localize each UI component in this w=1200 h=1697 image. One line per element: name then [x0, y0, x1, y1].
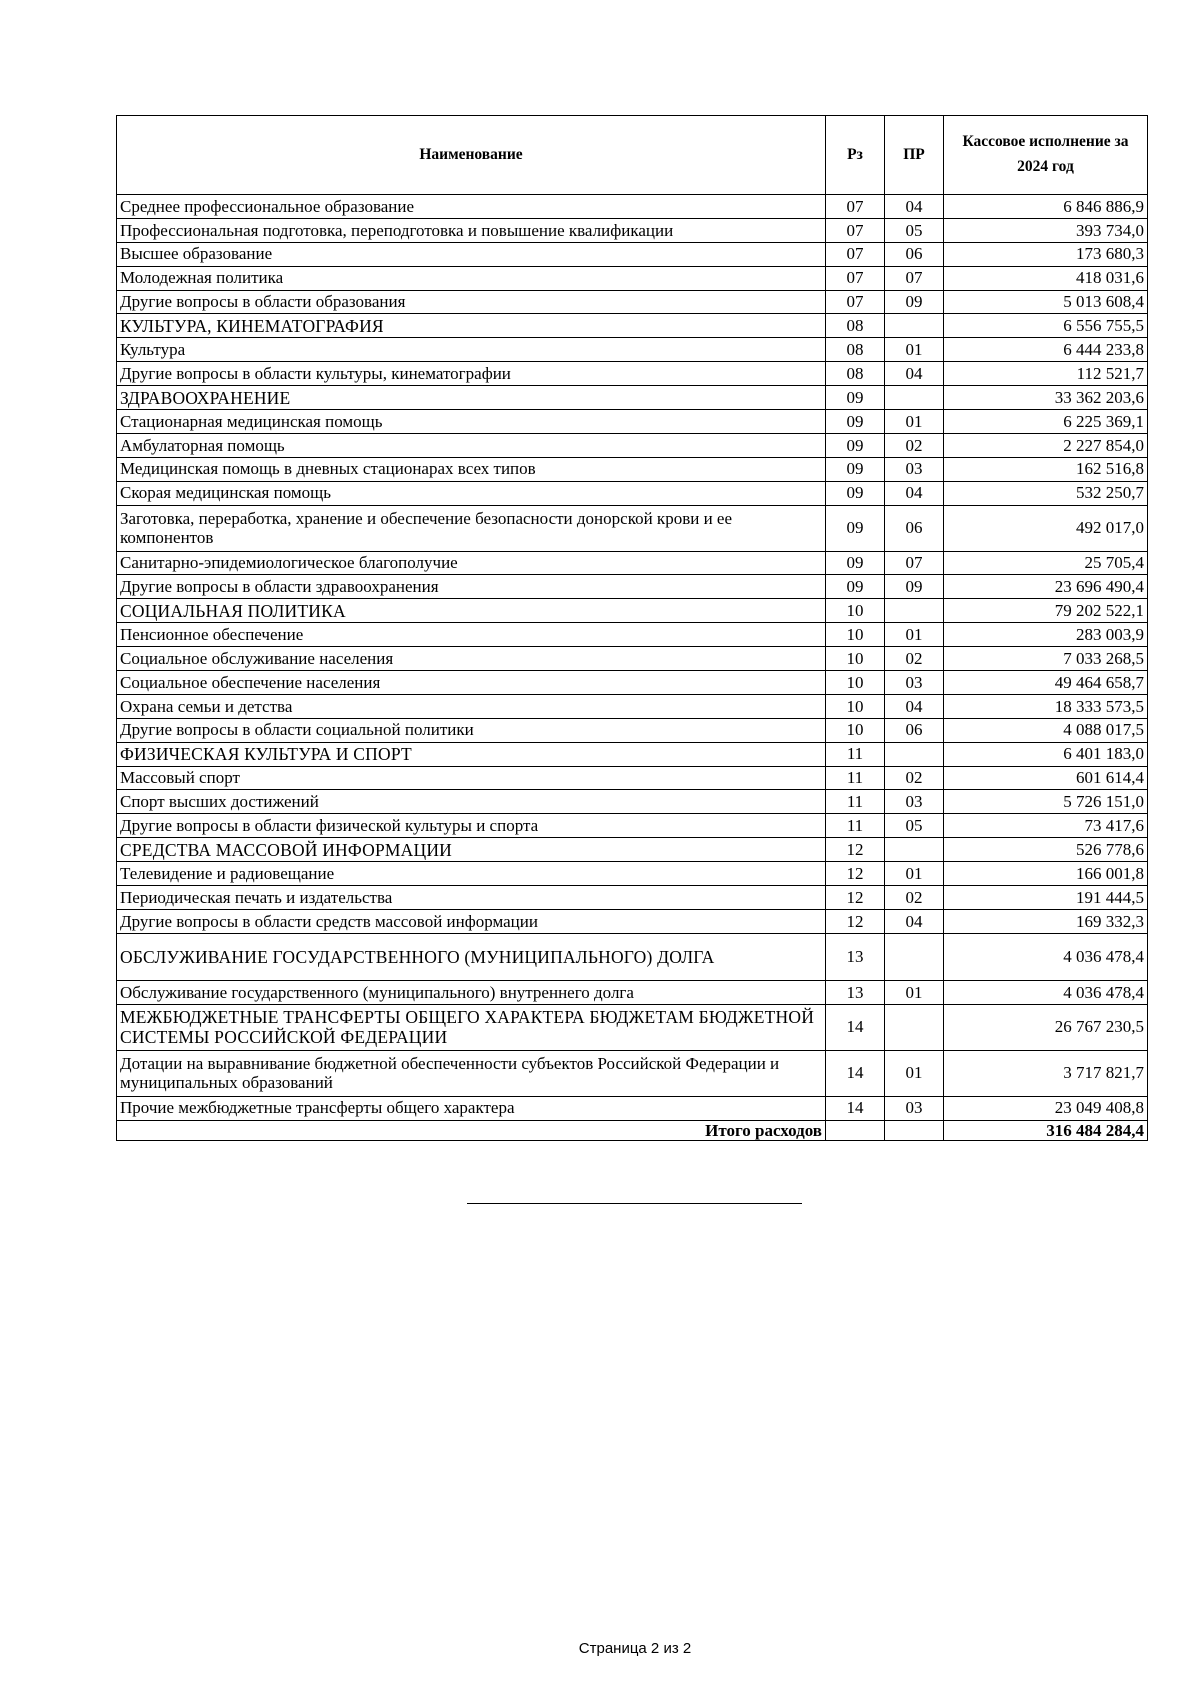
row-pr [885, 838, 944, 862]
table-row [117, 551, 1148, 575]
row-name: Другие вопросы в области средств массовой информации [117, 909, 826, 933]
row-amount: 5 726 151,0 [944, 790, 1148, 814]
row-pr [885, 386, 944, 410]
table-row [117, 481, 1148, 505]
table-row [117, 909, 1148, 933]
table-row [117, 718, 1148, 742]
row-name: Профессиональная подготовка, переподготовка и повышение квалификации [117, 218, 826, 242]
row-name: Заготовка, переработка, хранение и обеспечение безопасности донорской крови и ее компонентов [117, 505, 826, 551]
row-rz: 09 [826, 457, 885, 481]
row-rz: 10 [826, 671, 885, 695]
section-row [117, 386, 1148, 410]
row-amount: 4 088 017,5 [944, 718, 1148, 742]
row-amount: 23 049 408,8 [944, 1096, 1148, 1120]
row-amount: 492 017,0 [944, 505, 1148, 551]
row-pr: 05 [885, 814, 944, 838]
row-amount: 166 001,8 [944, 862, 1148, 886]
table-row [117, 671, 1148, 695]
row-amount: 532 250,7 [944, 481, 1148, 505]
row-rz: 10 [826, 694, 885, 718]
row-amount: 4 036 478,4 [944, 933, 1148, 980]
row-name: Дотации на выравнивание бюджетной обеспеченности субъектов Российской Федерации и муниципальных образований [117, 1050, 826, 1096]
row-rz: 07 [826, 242, 885, 266]
row-name: Другие вопросы в области образования [117, 290, 826, 314]
table-row [117, 980, 1148, 1004]
page-number: Страница 2 из 2 [578, 1640, 692, 1657]
expenditure-table [116, 115, 1148, 1141]
row-name: Санитарно-эпидемиологическое благополучие [117, 551, 826, 575]
header-pr: ПР [885, 116, 944, 195]
row-name: СРЕДСТВА МАССОВОЙ ИНФОРМАЦИИ [117, 838, 826, 862]
row-amount: 393 734,0 [944, 218, 1148, 242]
row-amount: 2 227 854,0 [944, 433, 1148, 457]
table-footer [117, 1120, 1148, 1141]
row-amount: 601 614,4 [944, 766, 1148, 790]
row-rz: 14 [826, 1004, 885, 1050]
row-name: Культура [117, 338, 826, 362]
row-pr: 04 [885, 362, 944, 386]
row-rz: 12 [826, 886, 885, 910]
row-rz: 14 [826, 1050, 885, 1096]
row-amount: 6 556 755,5 [944, 314, 1148, 338]
row-amount: 4 036 478,4 [944, 980, 1148, 1004]
table-row [117, 433, 1148, 457]
section-row [117, 838, 1148, 862]
table-row [117, 410, 1148, 434]
row-rz: 11 [826, 814, 885, 838]
row-amount: 6 444 233,8 [944, 338, 1148, 362]
table-row [117, 362, 1148, 386]
row-pr: 04 [885, 909, 944, 933]
row-name: Прочие межбюджетные трансферты общего характера [117, 1096, 826, 1120]
row-pr: 03 [885, 1096, 944, 1120]
row-name: Стационарная медицинская помощь [117, 410, 826, 434]
total-pr [885, 1120, 944, 1141]
row-amount: 6 225 369,1 [944, 410, 1148, 434]
row-pr [885, 742, 944, 766]
row-name: Охрана семьи и детства [117, 694, 826, 718]
table-row [117, 242, 1148, 266]
row-pr: 03 [885, 671, 944, 695]
row-name: Пенсионное обеспечение [117, 623, 826, 647]
row-name: Социальное обеспечение населения [117, 671, 826, 695]
row-name: Амбулаторная помощь [117, 433, 826, 457]
section-row [117, 1004, 1148, 1050]
row-rz: 12 [826, 909, 885, 933]
row-pr: 07 [885, 266, 944, 290]
row-rz: 09 [826, 551, 885, 575]
row-amount: 5 013 608,4 [944, 290, 1148, 314]
row-amount: 418 031,6 [944, 266, 1148, 290]
row-rz: 13 [826, 933, 885, 980]
total-rz [826, 1120, 885, 1141]
row-rz: 08 [826, 362, 885, 386]
row-name: Другие вопросы в области физической культуры и спорта [117, 814, 826, 838]
row-rz: 08 [826, 338, 885, 362]
table-row [117, 195, 1148, 219]
row-rz: 07 [826, 290, 885, 314]
row-rz: 09 [826, 410, 885, 434]
row-name: Телевидение и радиовещание [117, 862, 826, 886]
row-amount: 191 444,5 [944, 886, 1148, 910]
row-pr: 01 [885, 338, 944, 362]
row-rz: 12 [826, 862, 885, 886]
row-rz: 11 [826, 790, 885, 814]
row-amount: 162 516,8 [944, 457, 1148, 481]
row-rz: 10 [826, 647, 885, 671]
row-name: Обслуживание государственного (муниципального) внутреннего долга [117, 980, 826, 1004]
row-pr: 04 [885, 195, 944, 219]
row-pr: 01 [885, 1050, 944, 1096]
row-pr: 06 [885, 505, 944, 551]
header-name: Наименование [117, 116, 826, 195]
row-name: Высшее образование [117, 242, 826, 266]
row-pr: 02 [885, 766, 944, 790]
row-name: Скорая медицинская помощь [117, 481, 826, 505]
row-name: Периодическая печать и издательства [117, 886, 826, 910]
total-amount: 316 484 284,4 [944, 1120, 1148, 1141]
section-row [117, 933, 1148, 980]
header-amount: Кассовое исполнение за 2024 год [944, 116, 1148, 195]
row-amount: 33 362 203,6 [944, 386, 1148, 410]
row-rz: 07 [826, 195, 885, 219]
row-amount: 169 332,3 [944, 909, 1148, 933]
row-amount: 23 696 490,4 [944, 575, 1148, 599]
table-row [117, 694, 1148, 718]
row-name: Среднее профессиональное образование [117, 195, 826, 219]
row-pr [885, 1004, 944, 1050]
row-name: МЕЖБЮДЖЕТНЫЕ ТРАНСФЕРТЫ ОБЩЕГО ХАРАКТЕРА БЮДЖЕТАМ БЮДЖЕТНОЙ СИСТЕМЫ РОССИЙСКОЙ ФЕДЕРАЦИИ [117, 1004, 826, 1050]
row-name: КУЛЬТУРА, КИНЕМАТОГРАФИЯ [117, 314, 826, 338]
row-name: Спорт высших достижений [117, 790, 826, 814]
row-pr: 09 [885, 575, 944, 599]
row-amount: 6 846 886,9 [944, 195, 1148, 219]
row-amount: 3 717 821,7 [944, 1050, 1148, 1096]
row-name: Социальное обслуживание населения [117, 647, 826, 671]
table-row [117, 1050, 1148, 1096]
table-row [117, 505, 1148, 551]
total-row [117, 1120, 1148, 1141]
row-name: ОБСЛУЖИВАНИЕ ГОСУДАРСТВЕННОГО (МУНИЦИПАЛЬНОГО) ДОЛГА [117, 933, 826, 980]
row-name: Другие вопросы в области культуры, кинематографии [117, 362, 826, 386]
row-rz: 08 [826, 314, 885, 338]
table-row [117, 790, 1148, 814]
row-pr: 04 [885, 694, 944, 718]
row-pr: 01 [885, 980, 944, 1004]
table-row [117, 338, 1148, 362]
table-row [117, 623, 1148, 647]
row-pr: 03 [885, 457, 944, 481]
row-amount: 26 767 230,5 [944, 1004, 1148, 1050]
row-name: Другие вопросы в области здравоохранения [117, 575, 826, 599]
row-pr: 06 [885, 242, 944, 266]
row-pr: 05 [885, 218, 944, 242]
row-name: Молодежная политика [117, 266, 826, 290]
row-name: ФИЗИЧЕСКАЯ КУЛЬТУРА И СПОРТ [117, 742, 826, 766]
row-rz: 10 [826, 599, 885, 623]
row-rz: 11 [826, 766, 885, 790]
table-row [117, 814, 1148, 838]
row-rz: 09 [826, 481, 885, 505]
row-amount: 173 680,3 [944, 242, 1148, 266]
header-rz: Рз [826, 116, 885, 195]
table-row [117, 766, 1148, 790]
table-row [117, 1096, 1148, 1120]
row-pr: 04 [885, 481, 944, 505]
row-amount: 73 417,6 [944, 814, 1148, 838]
row-amount: 526 778,6 [944, 838, 1148, 862]
row-amount: 18 333 573,5 [944, 694, 1148, 718]
table-body [117, 195, 1148, 1121]
row-rz: 14 [826, 1096, 885, 1120]
closing-divider [467, 1203, 802, 1204]
row-pr: 07 [885, 551, 944, 575]
row-rz: 07 [826, 266, 885, 290]
row-pr: 06 [885, 718, 944, 742]
section-row [117, 314, 1148, 338]
row-name: Массовый спорт [117, 766, 826, 790]
row-pr: 02 [885, 886, 944, 910]
row-pr [885, 314, 944, 338]
row-pr: 02 [885, 647, 944, 671]
table-row [117, 290, 1148, 314]
table-header [117, 116, 1148, 195]
row-pr: 01 [885, 862, 944, 886]
row-pr [885, 933, 944, 980]
row-amount: 25 705,4 [944, 551, 1148, 575]
row-amount: 7 033 268,5 [944, 647, 1148, 671]
row-amount: 49 464 658,7 [944, 671, 1148, 695]
row-name: СОЦИАЛЬНАЯ ПОЛИТИКА [117, 599, 826, 623]
row-name: ЗДРАВООХРАНЕНИЕ [117, 386, 826, 410]
row-pr: 01 [885, 410, 944, 434]
row-rz: 10 [826, 718, 885, 742]
row-rz: 09 [826, 575, 885, 599]
row-rz: 12 [826, 838, 885, 862]
section-row [117, 599, 1148, 623]
row-rz: 13 [826, 980, 885, 1004]
table-row [117, 647, 1148, 671]
row-pr: 01 [885, 623, 944, 647]
table-row [117, 266, 1148, 290]
row-amount: 112 521,7 [944, 362, 1148, 386]
row-amount: 6 401 183,0 [944, 742, 1148, 766]
row-rz: 11 [826, 742, 885, 766]
row-amount: 79 202 522,1 [944, 599, 1148, 623]
row-pr: 09 [885, 290, 944, 314]
total-label: Итого расходов [117, 1120, 826, 1141]
header-row [117, 116, 1148, 195]
row-rz: 10 [826, 623, 885, 647]
row-rz: 09 [826, 386, 885, 410]
row-pr [885, 599, 944, 623]
row-pr: 02 [885, 433, 944, 457]
table-row [117, 575, 1148, 599]
table-row [117, 218, 1148, 242]
row-rz: 09 [826, 505, 885, 551]
table-row [117, 862, 1148, 886]
row-pr: 03 [885, 790, 944, 814]
row-name: Медицинская помощь в дневных стационарах всех типов [117, 457, 826, 481]
row-rz: 09 [826, 433, 885, 457]
table-row [117, 457, 1148, 481]
section-row [117, 742, 1148, 766]
row-rz: 07 [826, 218, 885, 242]
row-amount: 283 003,9 [944, 623, 1148, 647]
table-row [117, 886, 1148, 910]
row-name: Другие вопросы в области социальной политики [117, 718, 826, 742]
